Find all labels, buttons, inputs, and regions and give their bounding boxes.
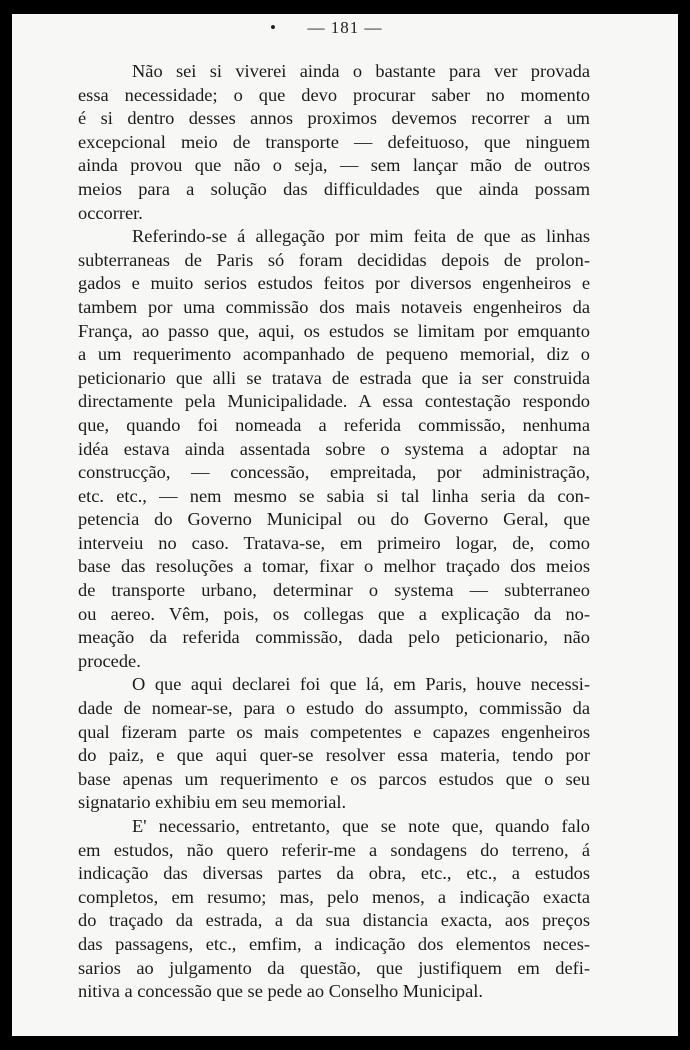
text-line: França, ao passo que, aqui, os estudos se limitam por emquanto xyxy=(78,320,590,341)
text-line: Não sei si viverei ainda o bastante para ver provada xyxy=(132,61,590,81)
paragraph xyxy=(78,673,590,815)
text-line: do paiz, e que aqui quer-se resolver essa materia, tendo por xyxy=(78,745,590,766)
text-line: de transporte urbano, determinar o systema — subterraneo xyxy=(78,580,590,601)
text-line: meios para a solução das difficuldades que ainda possam xyxy=(78,178,590,199)
text-line: tambem por uma commissão dos mais notaveis engenheiros da xyxy=(78,296,590,317)
text-line: ainda provou que não o seja, — sem lançar mão de outros xyxy=(78,155,590,176)
text-line: meação da referida commissão, dada pelo peticionario, não xyxy=(78,627,590,648)
text-line: qual fizeram parte os mais competentes e capazes engenheiros xyxy=(78,721,590,742)
text-line: nitiva a concessão que se pede ao Conselho Municipal. xyxy=(78,981,483,1002)
text-line: peticionario que alli se tratava de estrada que ia ser construida xyxy=(78,367,590,388)
paragraph xyxy=(78,60,590,225)
text-line: base apenas um requerimento e os parcos estudos que o seu xyxy=(78,768,590,789)
text-line: em estudos, não quero referir-me a sondagens do terreno, á xyxy=(78,839,590,860)
text-line: O que aqui declarei foi que lá, em Paris, houve necessi- xyxy=(132,674,590,695)
text-line: que, quando foi nomeada a referida commissão, nenhuma xyxy=(78,414,590,435)
text-line: petencia do Governo Municipal ou do Governo Geral, que xyxy=(78,509,590,530)
text-line: subterraneas de Paris só foram decididas depois de prolon- xyxy=(78,249,590,270)
body-text xyxy=(78,60,590,1004)
text-line: completos, em resumo; mas, pelo menos, a indicação exacta xyxy=(78,886,590,907)
text-line: ou aereo. Vêm, pois, os collegas que a explicação da no- xyxy=(78,603,590,624)
text-line: occorrer. xyxy=(78,202,143,223)
text-line: a um requerimento acompanhado de pequeno memorial, diz o xyxy=(78,344,590,365)
header-marker: • xyxy=(270,18,277,37)
paragraph xyxy=(78,225,590,673)
text-line: sarios ao julgamento da questão, que justifiquem em defi- xyxy=(78,957,590,978)
paragraph xyxy=(78,815,590,1004)
text-line: do traçado da estrada, a da sua distancia exacta, aos preços xyxy=(78,910,590,931)
text-line: gados e muito serios estudos feitos por diversos engenheiros e xyxy=(78,273,590,294)
text-line: construcção, — concessão, empreitada, por administração, xyxy=(78,462,590,483)
text-line: procede. xyxy=(78,650,141,671)
text-line: idéa estava ainda assentada sobre o systema a adoptar na xyxy=(78,438,590,459)
text-line: directamente pela Municipalidade. A essa contestação respondo xyxy=(78,391,590,412)
text-line: indicação das diversas partes da obra, etc., etc., a estudos xyxy=(78,863,590,884)
text-line: Referindo-se á allegação por mim feita de que as linhas xyxy=(132,226,590,247)
text-line: etc. etc., — nem mesmo se sabia si tal linha seria da con- xyxy=(78,485,590,506)
text-line: signatario exhibiu em seu memorial. xyxy=(78,792,347,813)
page-header xyxy=(12,18,678,38)
text-line: é si dentro desses annos proximos devemos recorrer a um xyxy=(78,108,590,129)
page-number: — 181 — xyxy=(307,18,383,37)
text-line: essa necessidade; o que devo procurar saber no momento xyxy=(78,84,590,105)
text-line: dade de nomear-se, para o estudo do assumpto, commissão da xyxy=(78,698,590,719)
text-line: interveiu no caso. Tratava-se, em primeiro logar, de, como xyxy=(78,532,590,553)
text-line: das passagens, etc., emfim, a indicação dos elementos neces- xyxy=(78,933,590,954)
text-line: E' necessario, entretanto, que se note que, quando falo xyxy=(132,816,590,836)
document-page xyxy=(12,14,678,1036)
text-line: excepcional meio de transporte — defeituoso, que ninguem xyxy=(78,131,590,152)
text-line: base das resoluções a tomar, fixar o melhor traçado dos meios xyxy=(78,556,590,577)
